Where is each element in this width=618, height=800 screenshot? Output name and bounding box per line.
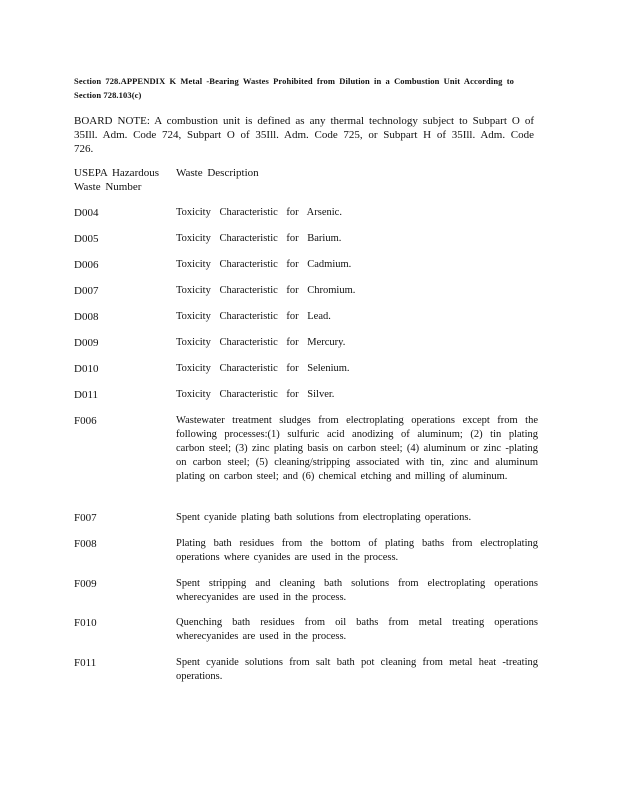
waste-code: F011 — [74, 657, 97, 669]
waste-code: F007 — [74, 512, 97, 524]
column-header-waste-number: USEPA Hazardous Waste Number — [74, 167, 160, 193]
waste-description: Toxicity Characteristic for Arsenic. — [176, 207, 342, 218]
waste-description: Spent stripping and cleaning bath solutions from electroplating operations wherecyanides are used in the process. — [176, 578, 538, 603]
waste-code: D009 — [74, 337, 99, 349]
waste-description: Toxicity Characteristic for Lead. — [176, 311, 331, 322]
waste-code: D005 — [74, 233, 99, 245]
waste-description: Toxicity Characteristic for Chromium. — [176, 285, 356, 296]
waste-description: Toxicity Characteristic for Silver. — [176, 389, 335, 400]
board-note: BOARD NOTE: A combustion unit is defined as any thermal technology subject to Subpart O of 35Ill. Adm. Code 724, Subpart O of 35Ill. Adm. Code 725, or Subpart H of 35Ill. Adm. Code 726. — [74, 115, 534, 155]
waste-code: D006 — [74, 259, 99, 271]
column-header-waste-description: Waste Description — [176, 167, 259, 179]
section-title: Section 728.APPENDIX K Metal -Bearing Wastes Prohibited from Dilution in a Combustion Unit According to Section 728.103(c) — [74, 76, 514, 100]
waste-description: Toxicity Characteristic for Selenium. — [176, 363, 350, 374]
waste-description: Spent cyanide solutions from salt bath pot cleaning from metal heat -treating operations. — [176, 657, 538, 682]
waste-code: D011 — [74, 389, 99, 401]
waste-code: F009 — [74, 578, 97, 590]
waste-code: F008 — [74, 538, 97, 550]
waste-code: D004 — [74, 207, 99, 219]
waste-description: Quenching bath residues from oil baths from metal treating operations wherecyanides are used in the process. — [176, 617, 538, 642]
waste-code: F010 — [74, 617, 97, 629]
waste-description: Toxicity Characteristic for Cadmium. — [176, 259, 352, 270]
waste-code: F006 — [74, 415, 97, 427]
waste-description: Toxicity Characteristic for Barium. — [176, 233, 342, 244]
waste-code: D010 — [74, 363, 99, 375]
waste-description: Plating bath residues from the bottom of plating baths from electroplating operations where cyanides are used in the process. — [176, 538, 538, 563]
waste-description: Spent cyanide plating bath solutions from electroplating operations. — [176, 512, 472, 523]
waste-description: Wastewater treatment sludges from electroplating operations except from the following processes:(1) sulfuric acid anodizing of aluminum; (2) tin plating carbon steel; (3) zinc plating basis on carbon steel; (4) aluminum or zinc -plating on carbon steel; (5) cleaning/stripping associated with tin, zinc and aluminum plating on carbon steel; and (6) chemical etching and milling of aluminum. — [176, 415, 538, 482]
waste-description: Toxicity Characteristic for Mercury. — [176, 337, 346, 348]
waste-code: D007 — [74, 285, 99, 297]
waste-code: D008 — [74, 311, 99, 323]
